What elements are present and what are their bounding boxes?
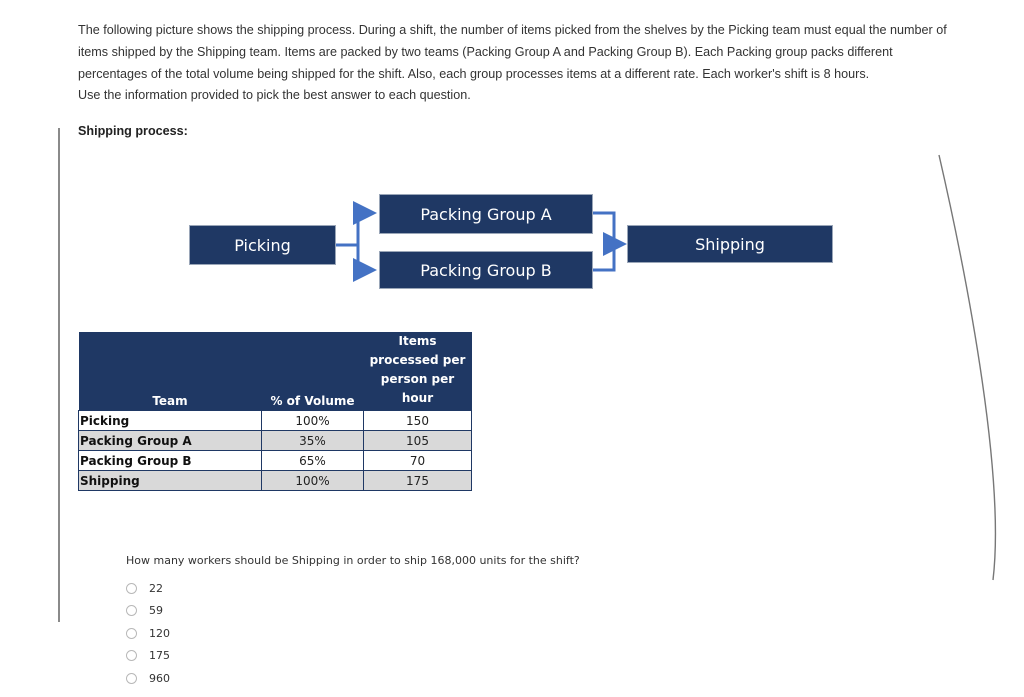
header-rate-text: Items processed per person per hour	[369, 334, 466, 405]
cell-rate: 150	[364, 411, 472, 431]
option-label: 22	[149, 581, 163, 595]
connector-packing-a-out	[592, 213, 614, 270]
radio-button[interactable]	[126, 673, 137, 684]
table-row	[79, 471, 472, 491]
cell-volume: 65%	[262, 451, 364, 471]
answer-option[interactable]	[126, 645, 170, 668]
shipping-box: Shipping	[628, 226, 832, 262]
cell-team: Picking	[79, 411, 262, 431]
right-bracket-line	[930, 150, 1010, 590]
answer-options	[126, 577, 170, 690]
cell-team: Packing Group A	[79, 431, 262, 451]
cell-rate: 175	[364, 471, 472, 491]
question-text: How many workers should be Shipping in order to ship 168,000 units for the shift?	[126, 554, 580, 567]
option-label: 59	[149, 604, 163, 618]
intro-paragraph: The following picture shows the shipping process. During a shift, the number of items picked from the shelves by the Picking team must equal the number of items shipped by the Shipping team. Items are packed by two teams (Packing Group A and Packing Group B). Each Packing group packs different percentages of the total volume being shipped for the shift. Also, each group processes items at a different rate. Each worker's shift is 8 hours.	[78, 23, 947, 81]
answer-option[interactable]	[126, 667, 170, 690]
option-label: 175	[149, 649, 170, 663]
radio-button[interactable]	[126, 650, 137, 661]
option-label: 120	[149, 626, 170, 640]
radio-button[interactable]	[126, 628, 137, 639]
picking-box: Picking	[190, 226, 335, 264]
cell-volume: 100%	[262, 411, 364, 431]
table-row	[79, 431, 472, 451]
answer-option[interactable]	[126, 577, 170, 600]
cell-team: Shipping	[79, 471, 262, 491]
header-rate	[364, 332, 472, 411]
table-row	[79, 411, 472, 431]
cell-volume: 100%	[262, 471, 364, 491]
table-row	[79, 451, 472, 471]
cell-team: Packing Group B	[79, 451, 262, 471]
cell-rate: 105	[364, 431, 472, 451]
answer-option[interactable]	[126, 600, 170, 623]
instruction-text: Use the information provided to pick the best answer to each question.	[78, 88, 471, 102]
header-team: Team	[79, 332, 262, 411]
radio-button[interactable]	[126, 605, 137, 616]
team-rate-table	[78, 332, 472, 491]
packing-group-a-box: Packing Group A	[380, 195, 592, 233]
packing-group-b-box: Packing Group B	[380, 252, 592, 288]
header-volume: % of Volume	[262, 332, 364, 411]
cell-rate: 70	[364, 451, 472, 471]
section-title: Shipping process:	[78, 124, 188, 138]
cell-volume: 35%	[262, 431, 364, 451]
radio-button[interactable]	[126, 583, 137, 594]
answer-option[interactable]	[126, 622, 170, 645]
option-label: 960	[149, 671, 170, 685]
